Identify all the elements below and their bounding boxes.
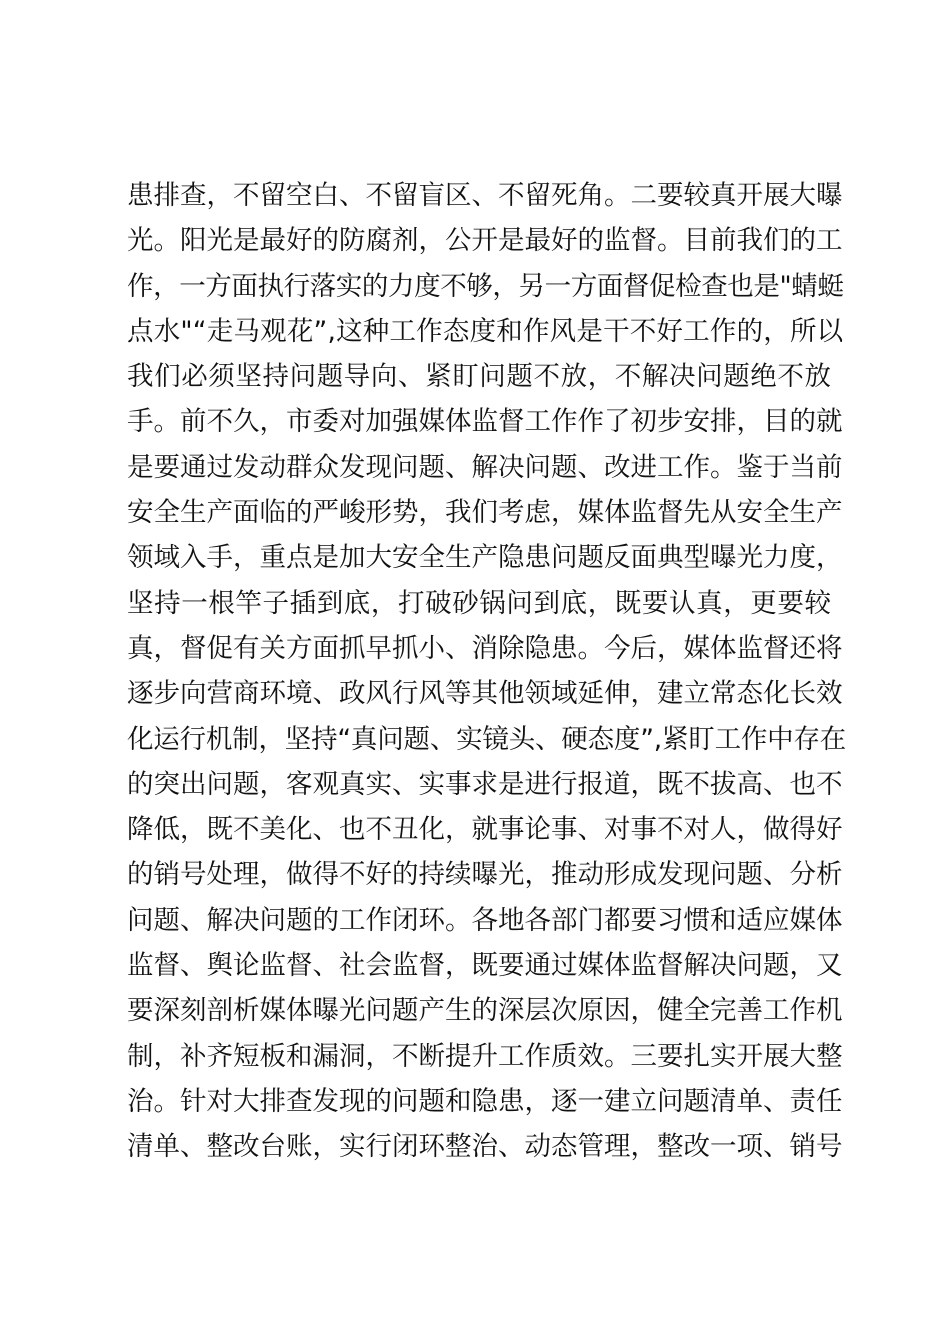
text-line: 光。阳光是最好的防腐剂，公开是最好的监督。目前我们的工 <box>127 225 843 257</box>
body-text <box>127 173 847 1170</box>
text-line: 的突出问题，客观真实、实事求是进行报道，既不拔高、也不 <box>127 768 843 800</box>
text-line: 逐步向营商环境、政风行风等其他领域延伸，建立常态化长效 <box>127 678 843 710</box>
text-line: 治。针对大排查发现的问题和隐患，逐一建立问题清单、责任 <box>127 1085 843 1117</box>
text-line: 问题、解决问题的工作闭环。各地各部门都要习惯和适应媒体 <box>127 904 843 936</box>
text-line: 安全生产面临的严峻形势，我们考虑，媒体监督先从安全生产 <box>127 497 843 529</box>
text-line: 点水"“走马观花”,这种工作态度和作风是干不好工作的，所以 <box>127 315 844 347</box>
text-line: 作，一方面执行落实的力度不够，另一方面督促检查也是"蜻蜓 <box>127 270 844 302</box>
text-line: 的销号处理，做得不好的持续曝光，推动形成发现问题、分析 <box>127 859 843 891</box>
text-line: 患排查，不留空白、不留盲区、不留死角。二要较真开展大曝 <box>127 180 843 211</box>
text-line: 是要通过发动群众发现问题、解决问题、改进工作。鉴于当前 <box>127 451 843 483</box>
text-line: 要深刻剖析媒体曝光问题产生的深层次原因，健全完善工作机 <box>127 995 843 1027</box>
text-line: 领域入手，重点是加大安全生产隐患问题反面典型曝光力度， <box>127 542 843 574</box>
text-line: 制，补齐短板和漏洞，不断提升工作质效。三要扎实开展大整 <box>127 1040 843 1072</box>
text-line: 坚持一根竿子插到底，打破砂锅问到底，既要认真，更要较 <box>127 587 832 619</box>
text-line: 降低，既不美化、也不丑化，就事论事、对事不对人，做得好 <box>127 814 843 846</box>
text-line: 手。前不久，市委对加强媒体监督工作作了初步安排，目的就 <box>127 406 843 438</box>
text-line: 监督、舆论监督、社会监督，既要通过媒体监督解决问题，又 <box>127 950 843 982</box>
text-line: 真，督促有关方面抓早抓小、消除隐患。今后，媒体监督还将 <box>127 632 843 664</box>
text-line: 清单、整改台账，实行闭环整治、动态管理，整改一项、销号 <box>127 1131 843 1163</box>
text-line: 化运行机制，坚持“真问题、实镜头、硬态度”,紧盯工作中存在 <box>127 723 847 755</box>
text-line: 我们必须坚持问题导向、紧盯问题不放，不解决问题绝不放 <box>127 361 832 393</box>
